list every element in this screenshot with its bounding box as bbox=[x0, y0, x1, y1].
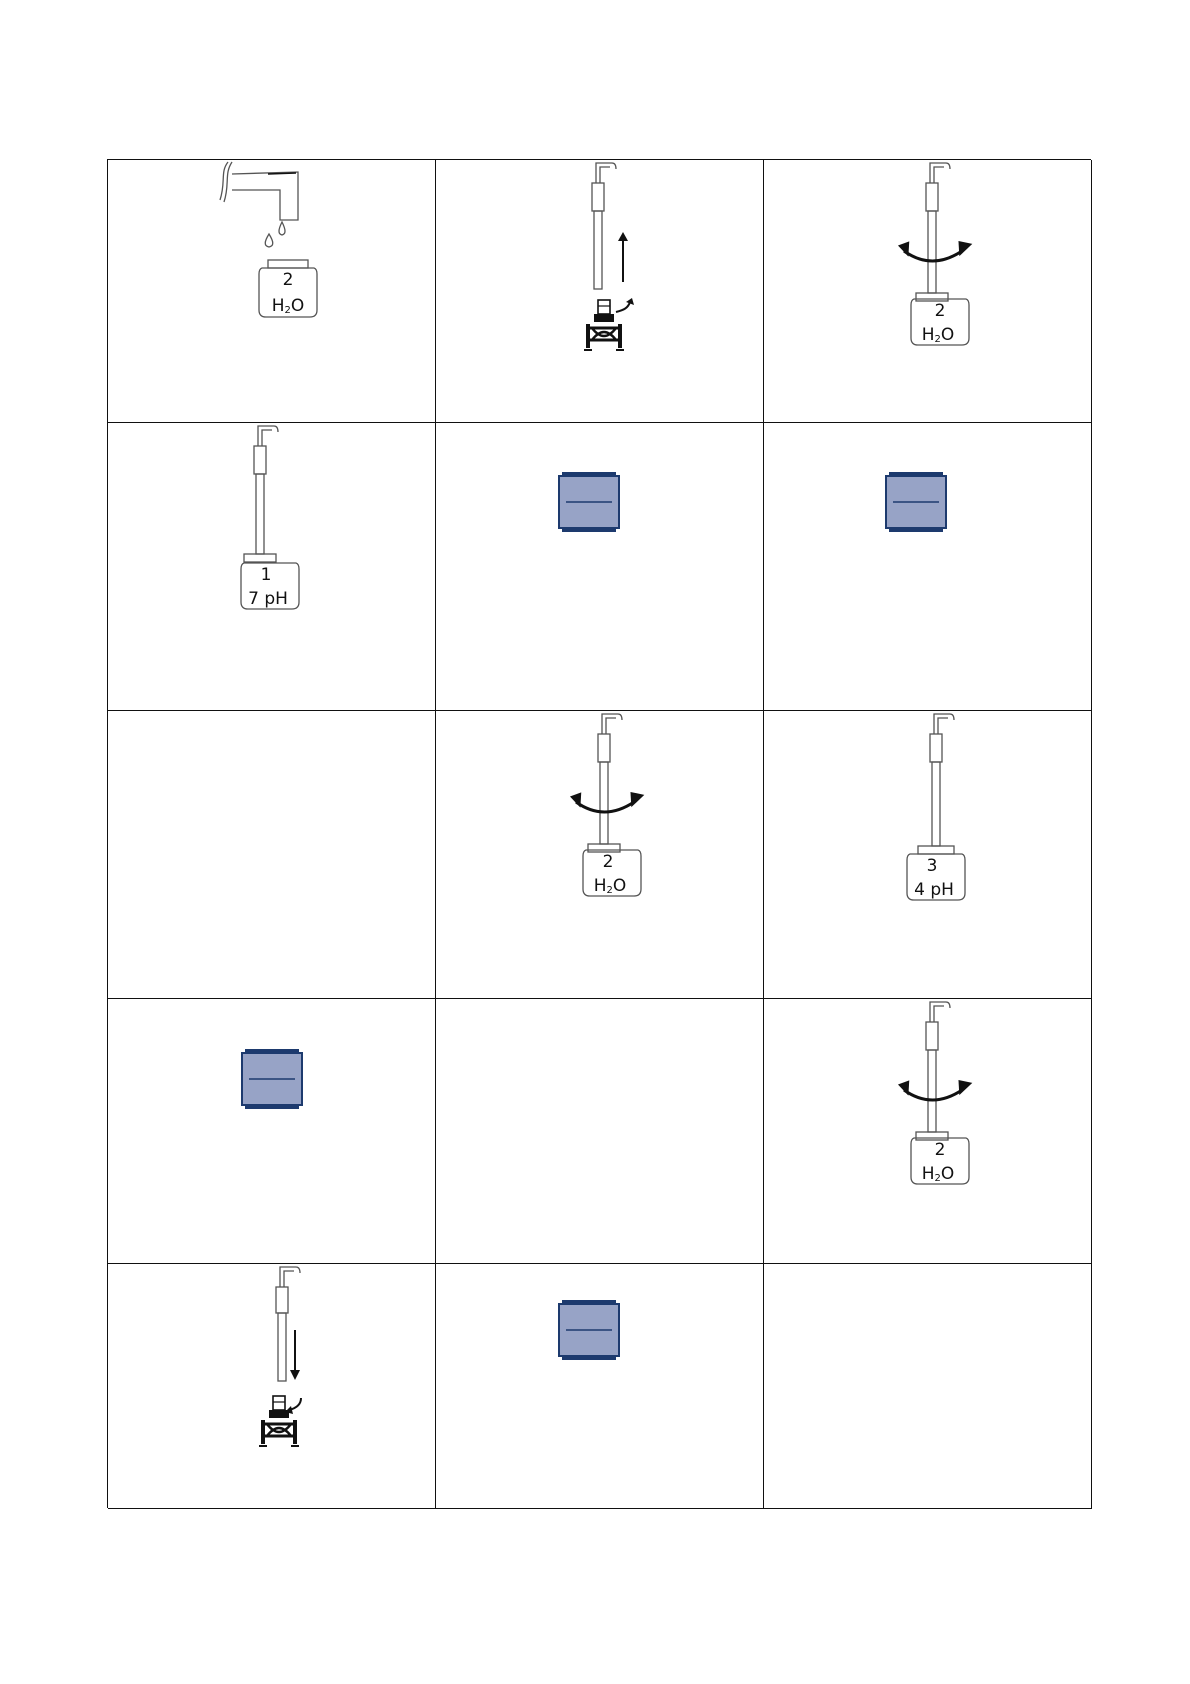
jar-number: 2 bbox=[934, 1140, 946, 1160]
cell-buffer-7ph bbox=[108, 423, 436, 711]
jar-text-main: H bbox=[921, 1164, 935, 1184]
jar-number: 3 bbox=[926, 856, 938, 876]
pipe-clamp-icon bbox=[261, 1394, 321, 1452]
cell-remove-probe bbox=[436, 160, 764, 423]
pipe-clamp-icon bbox=[584, 298, 654, 358]
jar-icon bbox=[910, 298, 970, 348]
svg-text:H2O bbox=[594, 876, 627, 896]
cell-swirl-water-2 bbox=[436, 711, 764, 999]
jar-text: 7 pH bbox=[248, 589, 288, 609]
jar-number: 2 bbox=[602, 852, 614, 872]
cell-empty-1 bbox=[108, 711, 436, 999]
cell-insert-probe bbox=[108, 1264, 436, 1509]
jar-text-sub: 2 bbox=[934, 334, 941, 345]
instruction-grid bbox=[107, 159, 1091, 1508]
probe-icon bbox=[586, 163, 616, 293]
jar-text-main: H bbox=[593, 876, 607, 896]
jar-number: 2 bbox=[282, 270, 294, 290]
svg-text:H2O bbox=[922, 1164, 955, 1184]
meter-display-icon bbox=[558, 472, 620, 532]
jar-text-sub: 2 bbox=[606, 885, 613, 896]
cell-display-4 bbox=[436, 1264, 764, 1509]
meter-display-icon bbox=[241, 1049, 303, 1109]
cell-display-2 bbox=[764, 423, 1092, 711]
jar-text-sub: 2 bbox=[284, 305, 291, 316]
jar-number: 1 bbox=[260, 565, 272, 585]
jar-text: 4 pH bbox=[914, 880, 954, 900]
meter-display-icon bbox=[885, 472, 947, 532]
jar-icon bbox=[240, 562, 300, 612]
cell-rinse-water bbox=[108, 160, 436, 423]
svg-text:H2O bbox=[272, 296, 305, 316]
cell-display-3 bbox=[108, 999, 436, 1264]
jar-text-main: H bbox=[921, 325, 935, 345]
faucet-icon bbox=[218, 160, 328, 250]
cell-empty-2 bbox=[436, 999, 764, 1264]
jar-text-end: O bbox=[290, 296, 305, 316]
cell-swirl-water-1 bbox=[764, 160, 1092, 423]
jar-number: 2 bbox=[934, 301, 946, 321]
jar-text-end: O bbox=[940, 325, 955, 345]
cell-display-1 bbox=[436, 423, 764, 711]
jar-text-main: H bbox=[271, 296, 285, 316]
jar-text-end: O bbox=[612, 876, 627, 896]
jar-icon bbox=[258, 260, 318, 322]
cell-buffer-4ph bbox=[764, 711, 1092, 999]
jar-text-end: O bbox=[940, 1164, 955, 1184]
jar-text-sub: 2 bbox=[934, 1173, 941, 1184]
meter-display-icon bbox=[558, 1300, 620, 1360]
arrow-up-icon bbox=[617, 232, 629, 282]
jar-icon bbox=[910, 1137, 970, 1187]
cell-swirl-water-3 bbox=[764, 999, 1092, 1264]
svg-text:H2O bbox=[922, 325, 955, 345]
jar-icon bbox=[582, 849, 642, 899]
cell-empty-3 bbox=[764, 1264, 1092, 1509]
jar-icon bbox=[906, 853, 966, 903]
arrow-down-icon bbox=[289, 1330, 301, 1380]
